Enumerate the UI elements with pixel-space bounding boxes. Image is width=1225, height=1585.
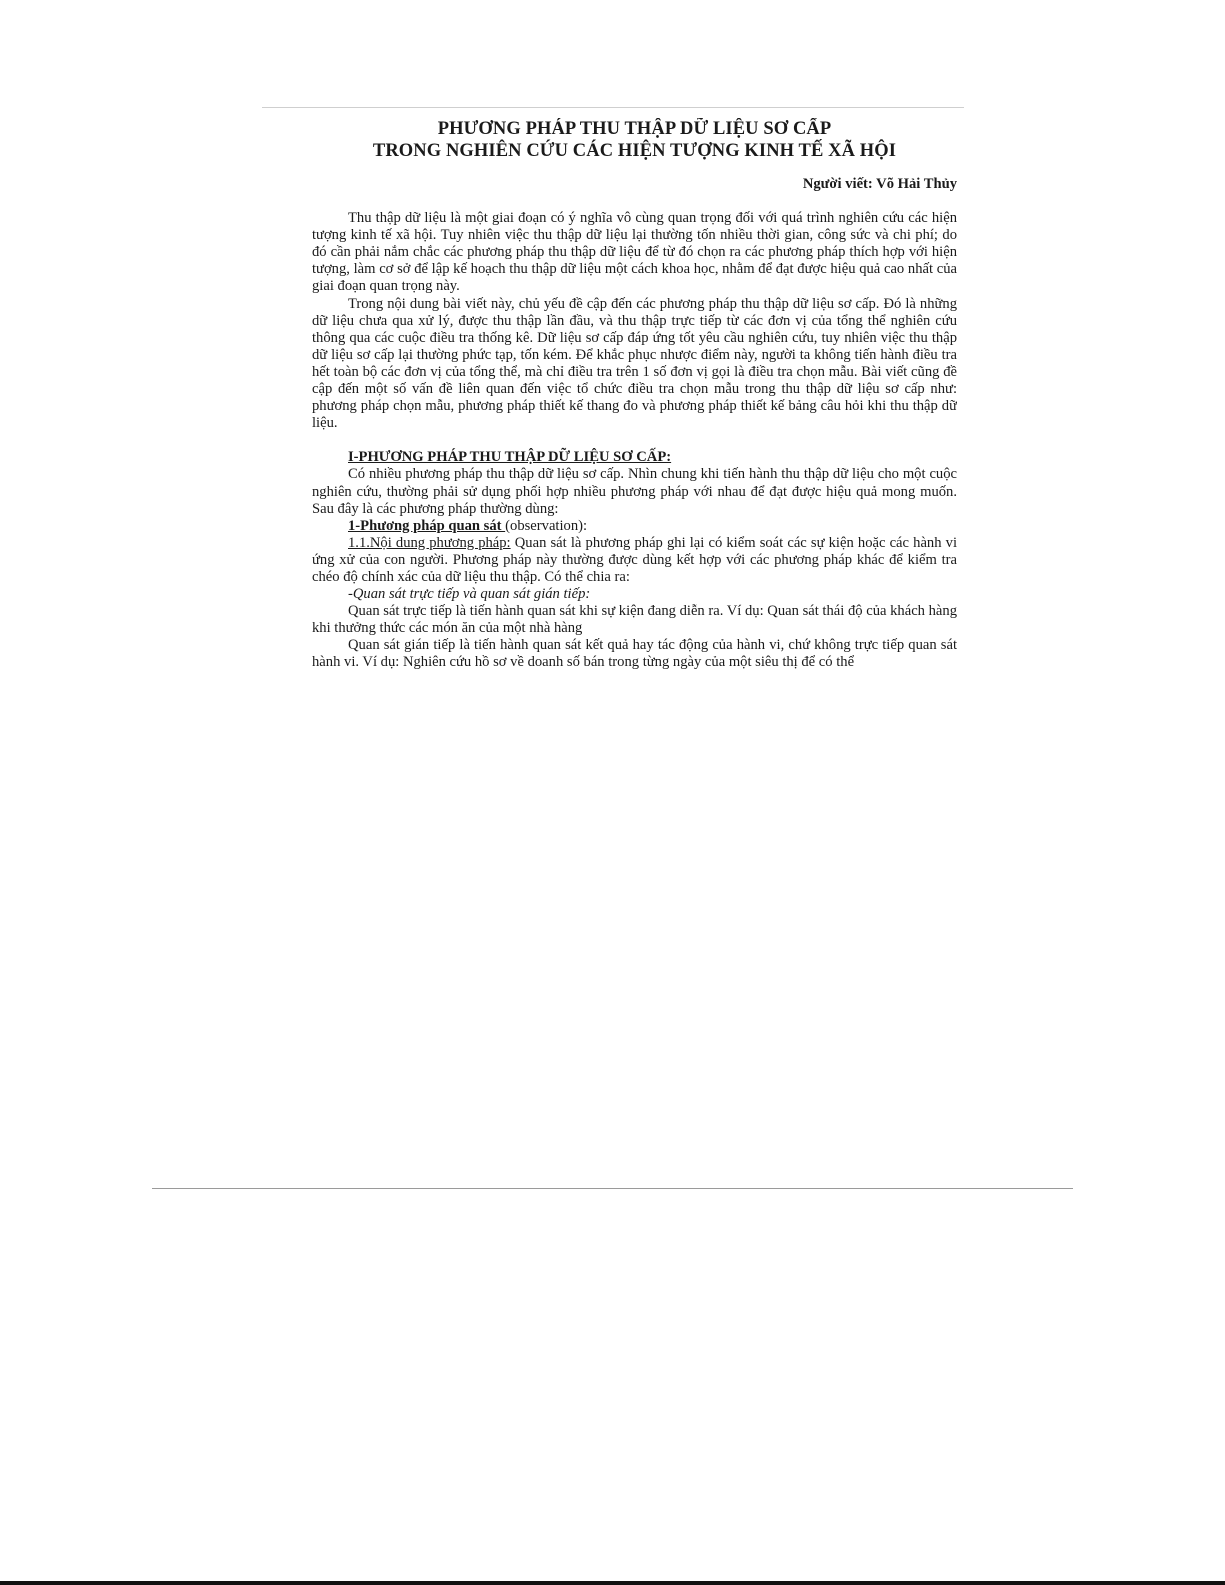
paragraph-direct-observation: Quan sát trực tiếp là tiến hành quan sát khi sự kiện đang diễn ra. Ví dụ: Quan sát thái độ của khách hàng khi thưởng thức các món ăn của một nhà hàng (312, 603, 957, 637)
author-line: Người viết: Võ Hải Thủy (802, 176, 957, 192)
paragraph-scope: Trong nội dung bài viết này, chủ yếu đề cập đến các phương pháp thu thập dữ liệu sơ cấp. Đó là những dữ liệu chưa qua xử lý, được thu thập lần đầu, và thu thập trực tiếp từ các đơn vị của tổng thể nghiên cứu thông qua các cuộc điều tra thống kê. Dữ liệu sơ cấp đáp ứng tốt yêu cầu nghiên cứu, tuy nhiên việc thu thập dữ liệu sơ cấp lại thường phức tạp, tốn kém. Để khắc phục nhược điểm này, người ta không tiến hành điều tra hết toàn bộ các đơn vị của tổng thể, mà chỉ điều tra trên 1 số đơn vị gọi là điều tra chọn mẫu. Bài viết cũng đề cập đến một số vấn đề liên quan đến việc tổ chức điều tra chọn mẫu trong thu thập dữ liệu sơ cấp như: phương pháp chọn mẫu, phương pháp thiết kế thang đo và phương pháp thiết kế bảng câu hỏi khi thu thập dữ liệu. (312, 295, 957, 432)
italic-subheading: -Quan sát trực tiếp và quan sát gián tiếp: (348, 586, 591, 603)
section-heading-1: I-PHƯƠNG PHÁP THU THẬP DỮ LIỆU SƠ CẤP: (348, 449, 672, 466)
subsection-label: 1-Phương pháp quan sát (348, 517, 506, 534)
title-line-1: PHƯƠNG PHÁP THU THẬP DỮ LIỆU SƠ CẤP (437, 119, 832, 139)
top-divider (262, 107, 964, 108)
page-divider (152, 1188, 1073, 1189)
subsection-suffix: (observation): (505, 517, 588, 534)
subsection-heading-observation (312, 518, 957, 535)
item-text: Quan sát là phương pháp ghi lại có kiểm soát các sự kiện hoặc các hành vi ứng xử của con người. Phương pháp này thường được dùng kết hợp với các phương pháp khác để kiểm tra chéo độ chính xác của dữ liệu thu thập. Có thể chia ra: (312, 534, 957, 585)
title-line-2: TRONG NGHIÊN CỨU CÁC HIỆN TƯỢNG KINH TẾ XÃ HỘI (372, 141, 897, 161)
paragraph-methods-intro: Có nhiều phương pháp thu thập dữ liệu sơ cấp. Nhìn chung khi tiến hành thu thập dữ liệu cho một cuộc nghiên cứu, thường phải sử dụng phối hợp nhiều phương pháp với nhau để đạt được hiệu quả mong muốn. Sau đây là các phương pháp thường dùng: (312, 466, 957, 517)
item-label: 1.1.Nội dung phương pháp: (348, 534, 511, 551)
document-title (312, 118, 957, 162)
paragraph-indirect-observation: Quan sát gián tiếp là tiến hành quan sát kết quả hay tác động của hành vi, chứ không trực tiếp quan sát hành vi. Ví dụ: Nghiên cứu hồ sơ về doanh số bán trong từng ngày của một siêu thị để có thể (312, 637, 957, 671)
document-page (312, 118, 957, 702)
paragraph-intro: Thu thập dữ liệu là một giai đoạn có ý nghĩa vô cùng quan trọng đối với quá trình nghiên cứu các hiện tượng kinh tế xã hội. Tuy nhiên việc thu thập dữ liệu lại thường tốn nhiều thời gian, công sức và chi phí; do đó cần phải nắm chắc các phương pháp thu thập dữ liệu để từ đó chọn ra các phương pháp thích hợp với hiện tượng, làm cơ sở để lập kế hoạch thu thập dữ liệu một cách khoa học, nhằm để đạt được hiệu quả cao nhất của giai đoạn quan trọng này. (312, 210, 957, 295)
bottom-bar (0, 1581, 1225, 1585)
paragraph-method-content (312, 535, 957, 586)
